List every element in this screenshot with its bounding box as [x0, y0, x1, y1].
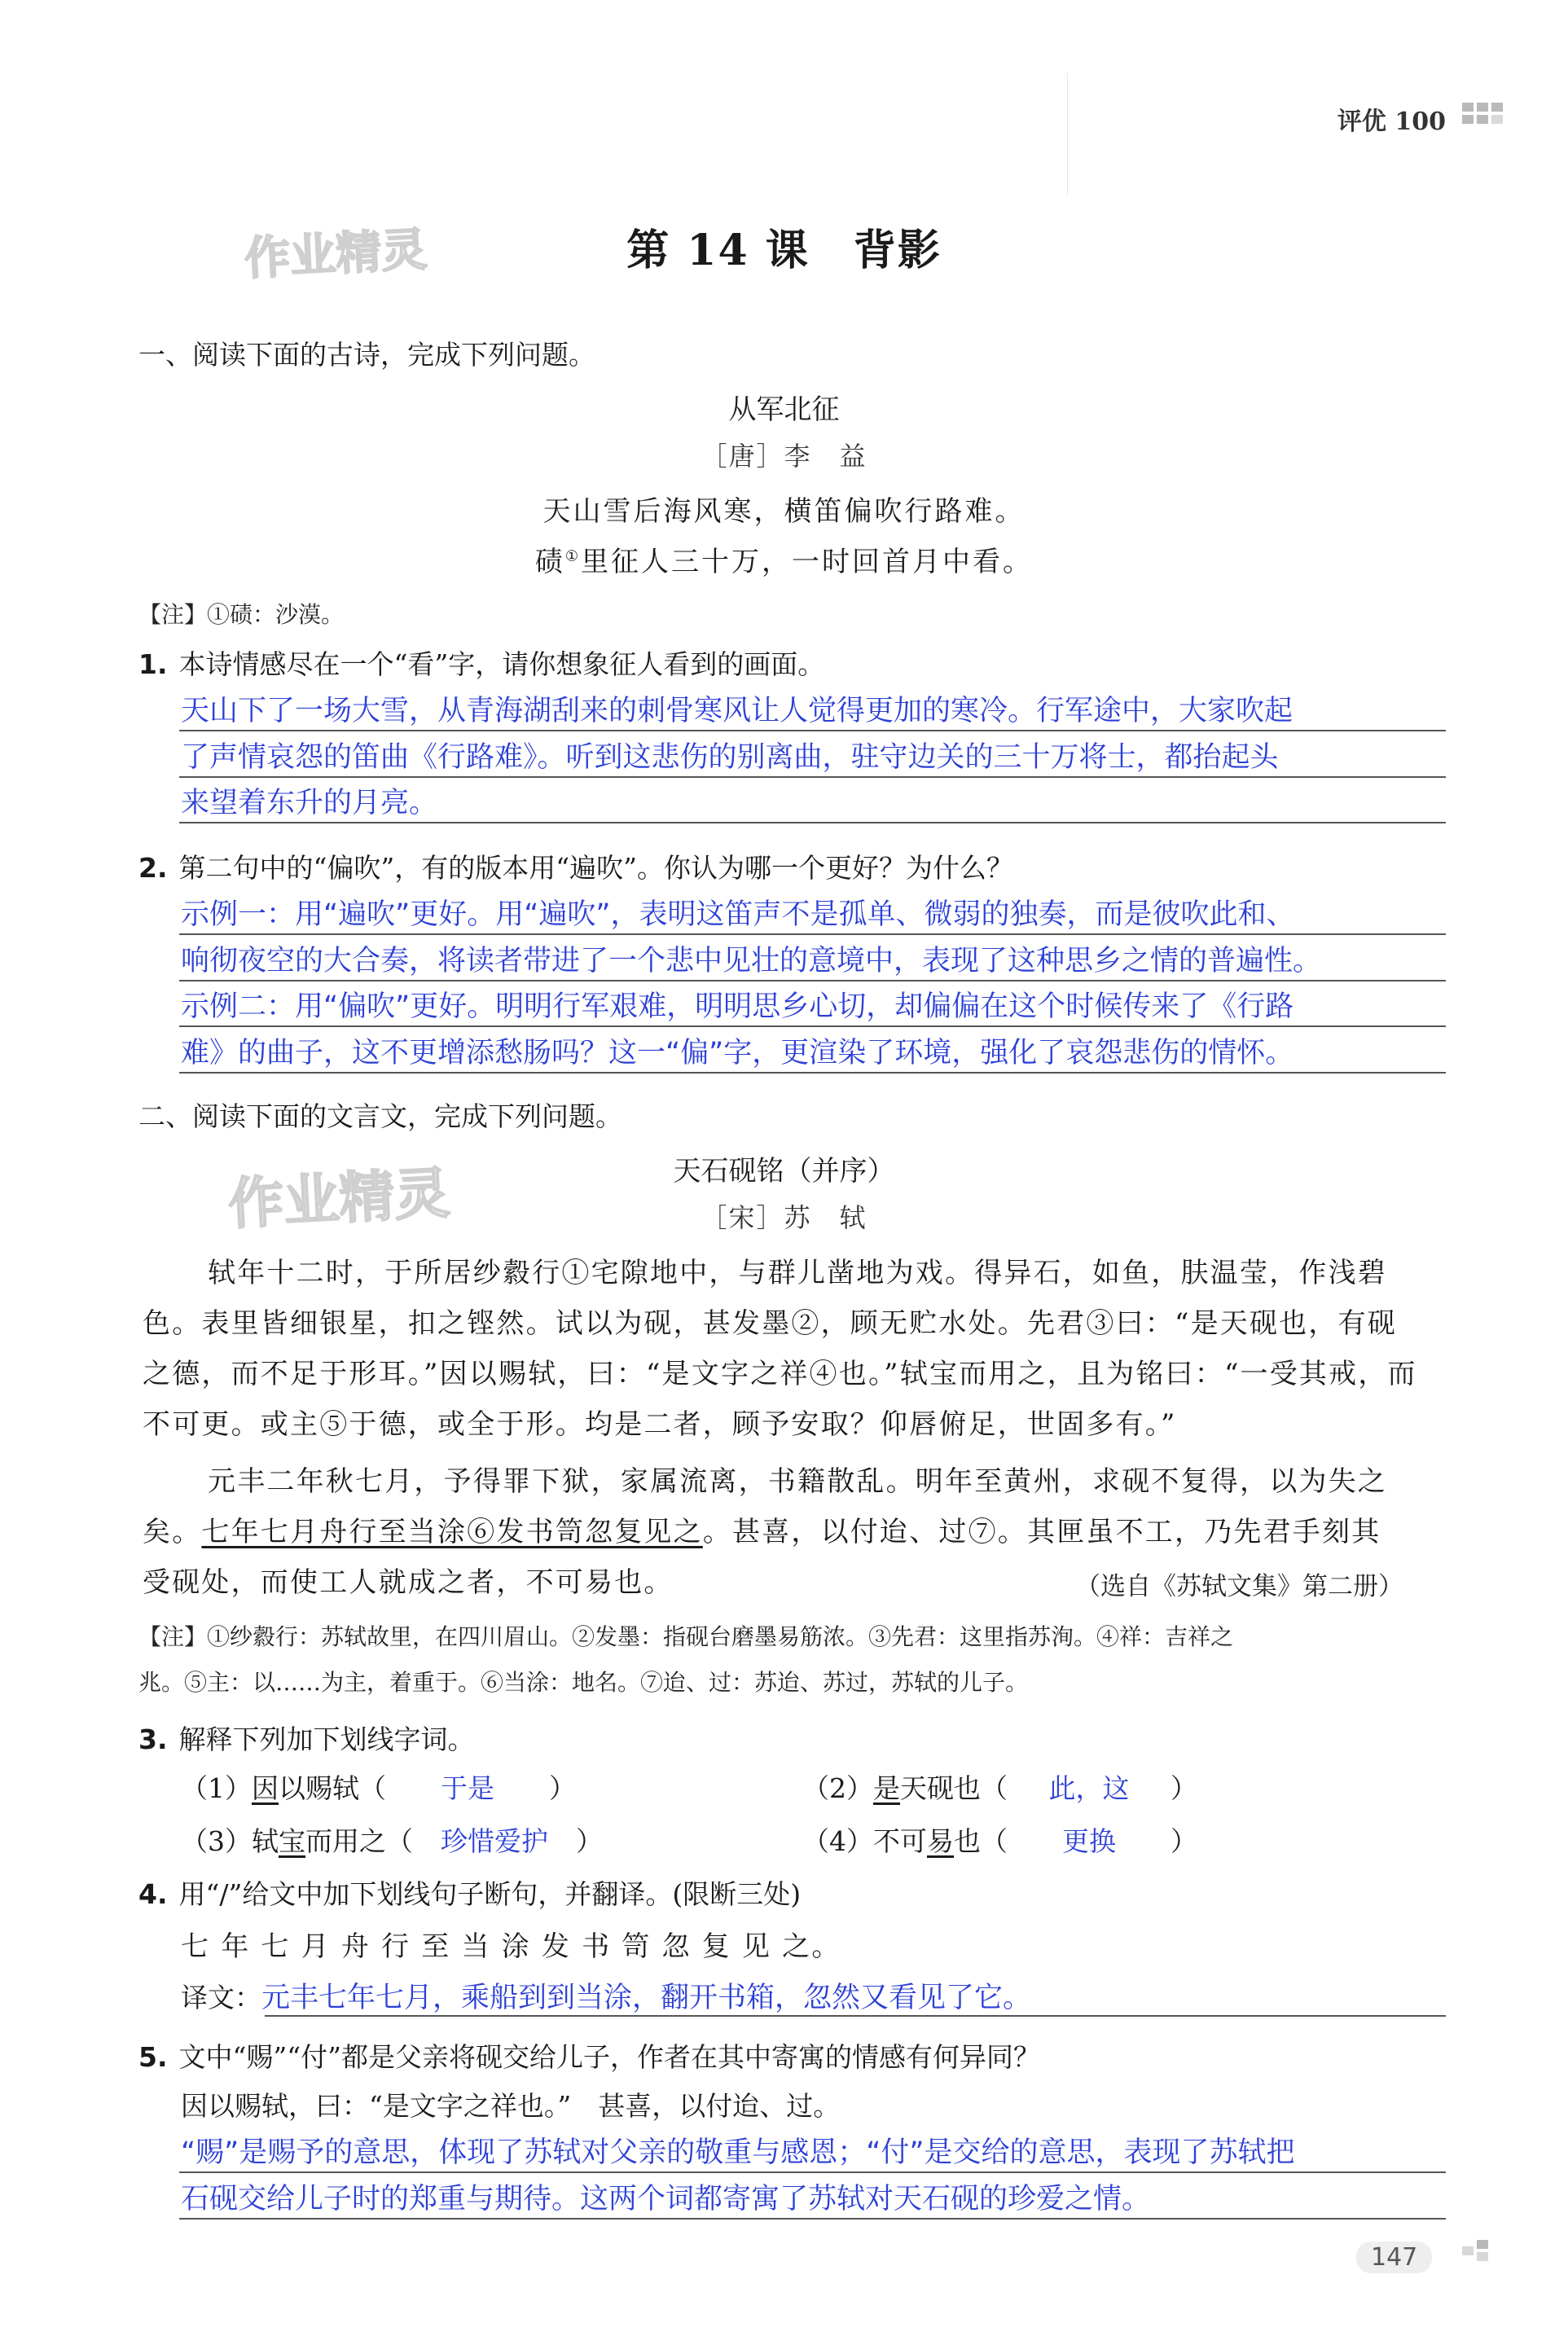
- answer-rule: [179, 933, 1446, 935]
- watermark-logo: 作业精灵: [226, 1161, 452, 1238]
- essay-note: 兆。⑤主：以……为主，着重于。⑥当涂：地名。⑦迨、过：苏迨、苏过，苏轼的儿子。: [138, 1669, 1029, 1696]
- answer-line: 来望着东升的月亮。: [181, 787, 438, 819]
- essay-line: 轼年十二时，于所居纱縠行①宅隙地中，与群儿凿地为戏。得异石，如鱼，肤温莹，作浅碧: [208, 1257, 1387, 1289]
- poem-note: 【注】①碛：沙漠。: [138, 601, 345, 628]
- essay-line: 之德，而不足于形耳。”因以赐轼，曰：“是文字之祥④也。”轼宝而用之，且为铭曰：“一受其戒，而: [143, 1358, 1417, 1390]
- q5-quote: 因以赐轼，曰：“是文字之祥也。” 甚喜，以付迨、过。: [181, 2090, 841, 2122]
- essay-note: 【注】①纱縠行：苏轼故里，在四川眉山。②发墨：指砚台磨墨易筋浓。③先君：这里指苏洵。④祥：吉祥之: [138, 1623, 1234, 1650]
- q3-item-3: （3）轼宝而用之（ 珍惜爱护 ）: [181, 1825, 603, 1857]
- header-brand: 评优 100: [1337, 108, 1446, 136]
- header-divider: [1067, 73, 1068, 195]
- answer-rule: [179, 2218, 1446, 2220]
- answer-line: 示例一：用“遍吹”更好。用“遍吹”，表明这笛声不是孤单、微弱的独奏，而是彼吹此和、: [181, 898, 1295, 931]
- answer-rule: [179, 1072, 1446, 1074]
- essay-author: ［宋］苏 轼: [701, 1202, 867, 1233]
- essay-line: 不可更。或主⑤于德，或全于形。均是二者，顾予安取？仰唇俯足，世固多有。”: [143, 1408, 1177, 1441]
- essay-line: 受砚处，而使工人就成之者，不可易也。: [143, 1566, 674, 1599]
- poem-line-2: 碛①里征人三十万，一时回首月中看。: [534, 546, 1034, 578]
- essay-line: 矣。七年七月舟行至当涂⑥发书笥忽复见之。甚喜，以付迨、过⑦。其匣虽不工，乃先君手刻其: [143, 1516, 1381, 1548]
- poem-title: 从军北征: [728, 393, 840, 426]
- section-heading-1: 一、阅读下面的古诗，完成下列问题。: [138, 339, 595, 371]
- answer-line: 天山下了一场大雪，从青海湖刮来的刺骨寒风让人觉得更加的寒冷。行军途中，大家吹起: [181, 695, 1293, 727]
- essay-line: 色。表里皆细银星，扣之铿然。试以为砚，甚发墨②，顾无贮水处。先君③曰：“是天砚也，有砚: [143, 1307, 1397, 1340]
- answer-rule: [179, 2171, 1446, 2173]
- underlined-sentence: 七年七月舟行至当涂⑥发书笥忽复见之: [201, 1516, 703, 1548]
- footer-squares-icon: [1462, 2240, 1519, 2272]
- brand-squares-icon: [1462, 103, 1519, 135]
- page-number: 147: [1356, 2242, 1432, 2273]
- answer-rule: [179, 822, 1446, 823]
- watermark-logo: 作业精灵: [243, 223, 428, 286]
- q4-translation: 译文：元丰七年七月，乘船到到当涂，翻开书箱，忽然又看见了它。: [181, 1982, 1032, 2014]
- q3-item-1: （1）因以赐轼（ 于是 ）: [181, 1772, 576, 1804]
- answer-rule: [179, 980, 1446, 981]
- question-1: 1. 本诗情感尽在一个“看”字，请你想象征人看到的画面。: [138, 648, 825, 680]
- answer-line: 石砚交给儿子时的郑重与期待。这两个词都寄寓了苏轼对天石砚的珍爱之情。: [181, 2183, 1151, 2215]
- question-3: 3. 解释下列加下划线字词。: [138, 1723, 475, 1755]
- page-title: 第 14 课 背影: [626, 226, 942, 275]
- answer-line: 响彻夜空的大合奏，将读者带进了一个悲中见壮的意境中，表现了这种思乡之情的普遍性。: [181, 945, 1322, 977]
- answer-rule: [179, 1025, 1446, 1027]
- essay-line: 元丰二年秋七月，予得罪下狱，家属流离，书籍散乱。明年至黄州，求砚不复得，以为失之: [208, 1465, 1387, 1498]
- answer-rule: [265, 2015, 1446, 2017]
- question-4: 4. 用“/”给文中加下划线句子断句，并翻译。(限断三处): [138, 1878, 802, 1910]
- answer-rule: [179, 776, 1446, 778]
- question-5: 5. 文中“赐”“付”都是父亲将砚交给儿子，作者在其中寄寓的情感有何异同？: [138, 2041, 1040, 2073]
- answer-line: 示例二：用“偏吹”更好。明明行军艰难，明明思乡心切，却偏偏在这个时候传来了《行路: [181, 990, 1294, 1023]
- answer-line: “赐”是赐予的意思，体现了苏轼对父亲的敬重与感恩；“付”是交给的意思，表现了苏轼把: [181, 2136, 1295, 2169]
- poem-line-1: 天山雪后海风寒，横笛偏吹行路难。: [542, 495, 1026, 528]
- q3-item-4: （4）不可易也（ 更换 ）: [802, 1825, 1197, 1857]
- section-heading-2: 二、阅读下面的文言文，完成下列问题。: [138, 1100, 622, 1132]
- essay-source: （选自《苏轼文集》第二册）: [1075, 1572, 1403, 1601]
- answer-line: 了声情哀怨的笛曲《行路难》。听到这悲伤的别离曲，驻守边关的三十万将士，都抬起头: [181, 741, 1279, 774]
- q4-sentence: 七 年 七 月 舟 行 至 当 涂 发 书 笥 忽 复 见 之。: [181, 1930, 841, 1963]
- poem-author: ［唐］李 益: [701, 441, 867, 472]
- question-2: 2. 第二句中的“偏吹”，有的版本用“遍吹”。你认为哪一个更好？为什么？: [138, 852, 1013, 884]
- essay-title: 天石砚铭（并序）: [673, 1155, 895, 1188]
- q3-item-2: （2）是天砚也（ 此，这 ）: [802, 1772, 1197, 1804]
- answer-line: 难》的曲子，这不更增添愁肠吗？这一“偏”字，更渲染了环境，强化了哀怨悲伤的情怀。: [181, 1037, 1294, 1069]
- answer-rule: [179, 730, 1446, 731]
